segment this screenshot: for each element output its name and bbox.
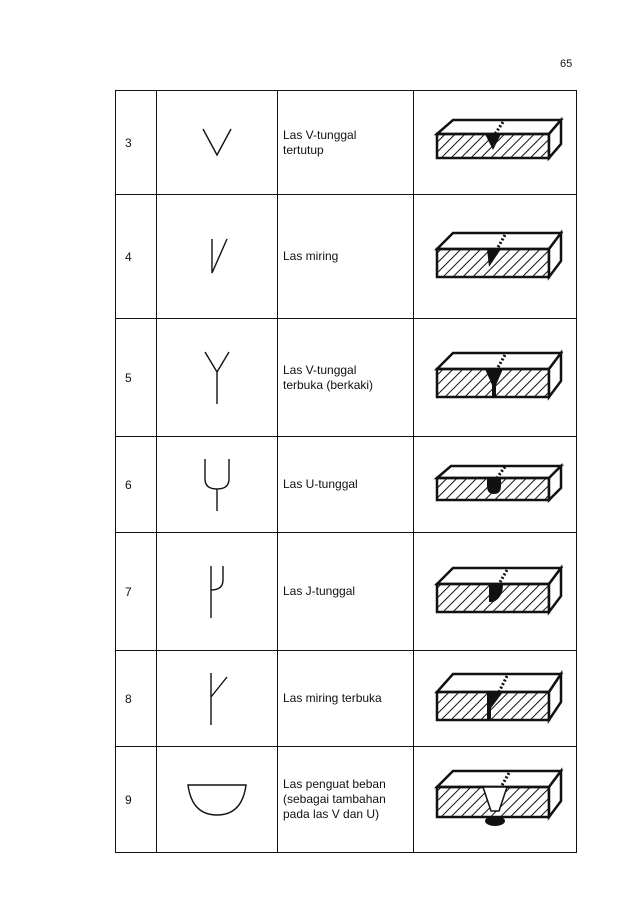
weld-symbol-table	[115, 90, 577, 853]
row-number: 5	[116, 319, 157, 437]
v-groove-with-root-face-symbol-icon	[157, 319, 278, 437]
backing-weld-symbol-icon	[157, 747, 278, 853]
j-groove-joint-illustration-icon	[414, 533, 577, 651]
weld-name: Las U-tunggal	[283, 477, 358, 491]
open-bevel-weld-symbol-icon	[157, 651, 278, 747]
row-number: 8	[116, 651, 157, 747]
weld-name: Las penguat beban (sebagai tambahan pada las V dan U)	[283, 777, 386, 821]
weld-name: Las miring terbuka	[283, 691, 382, 705]
u-groove-joint-illustration-icon	[414, 437, 577, 533]
table-row	[116, 747, 577, 853]
page-number: 65	[560, 58, 573, 70]
table-row	[116, 319, 577, 437]
open-v-joint-illustration-icon	[414, 319, 577, 437]
row-number: 3	[116, 91, 157, 195]
u-groove-weld-symbol-icon	[157, 437, 278, 533]
weld-name: Las J-tunggal	[283, 584, 356, 598]
table-row	[116, 437, 577, 533]
row-number: 7	[116, 533, 157, 651]
bevel-weld-symbol-icon	[157, 195, 278, 319]
table-row	[116, 533, 577, 651]
j-groove-weld-symbol-icon	[157, 533, 278, 651]
bevel-joint-illustration-icon	[414, 195, 577, 319]
weld-name: Las V-tunggal tertutup	[283, 127, 357, 157]
weld-name: Las miring	[283, 249, 339, 263]
table-row	[116, 91, 577, 195]
table-row	[116, 651, 577, 747]
table-row	[116, 195, 577, 319]
backing-joint-illustration-icon	[414, 747, 577, 853]
row-number: 4	[116, 195, 157, 319]
row-number: 9	[116, 747, 157, 853]
row-number: 6	[116, 437, 157, 533]
open-bevel-joint-illustration-icon	[414, 651, 577, 747]
v-groove-joint-illustration-icon	[414, 91, 577, 195]
v-groove-weld-symbol-icon	[157, 91, 278, 195]
weld-name: Las V-tunggal terbuka (berkaki)	[283, 362, 374, 392]
